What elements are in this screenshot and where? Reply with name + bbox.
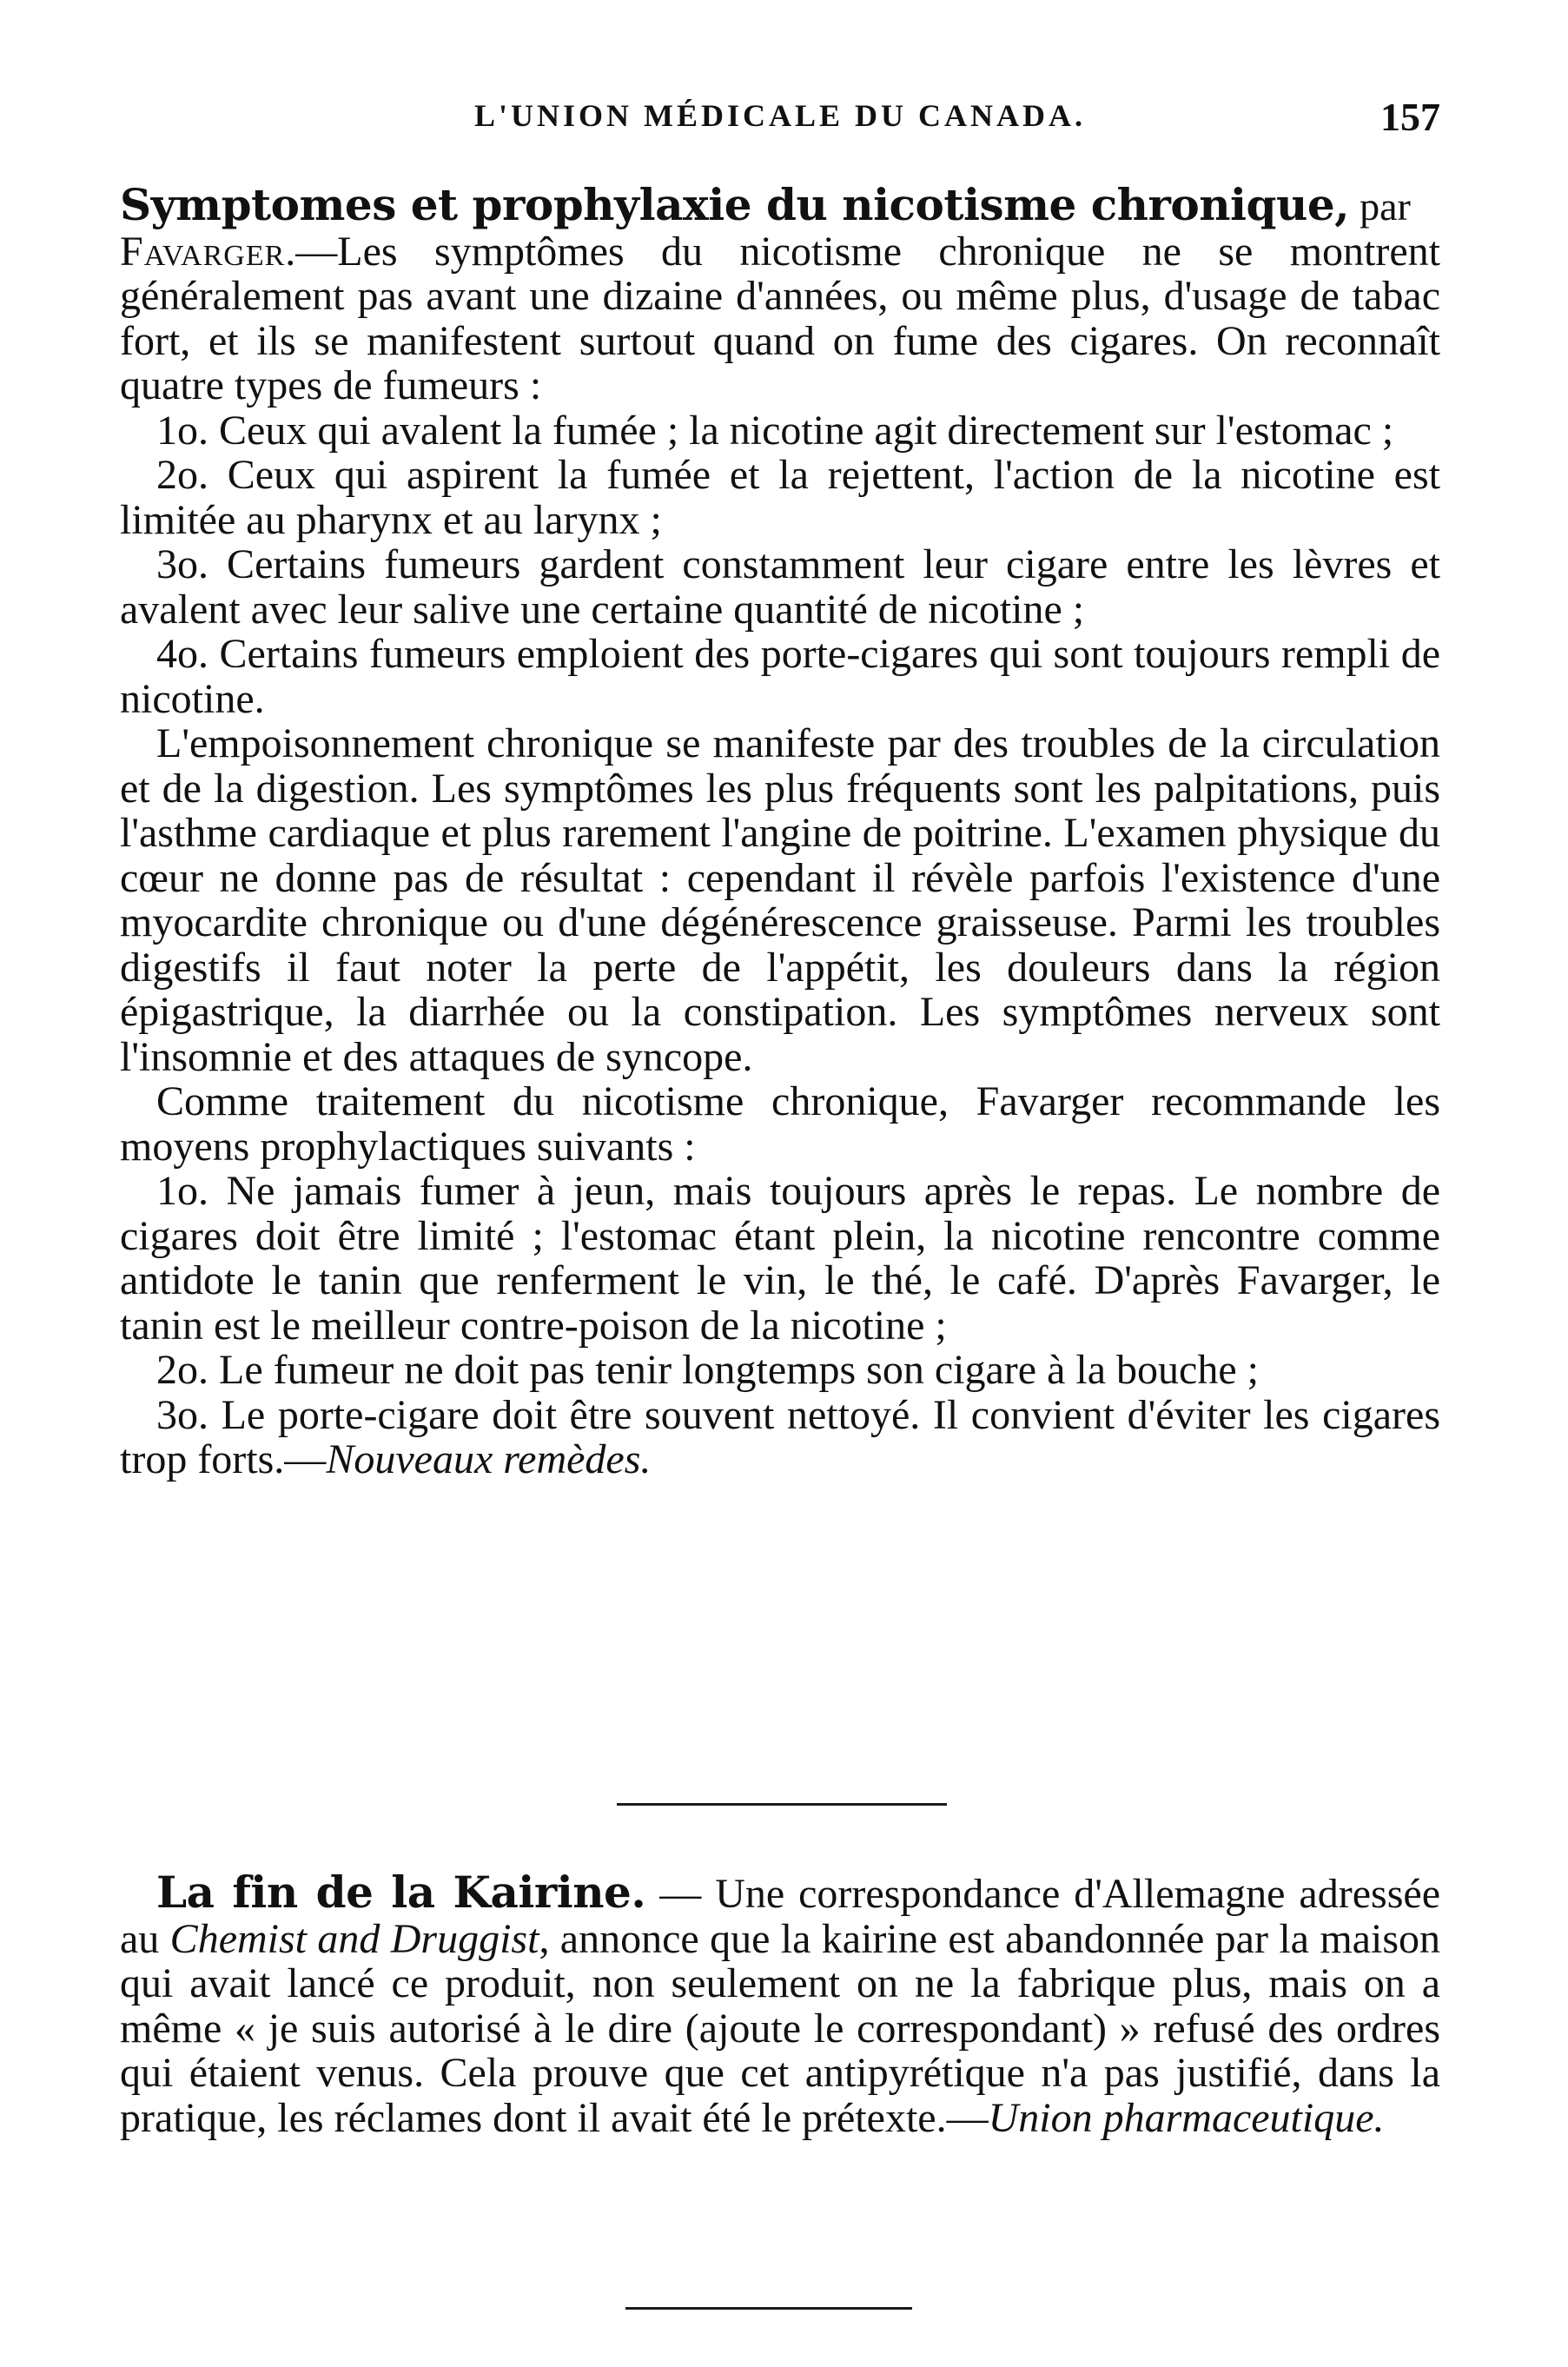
smoker-type-2: 2o. Ceux qui aspirent la fumée et la rejettent, l'action de la nicotine est limitée au pharynx et au larynx ; bbox=[120, 452, 1440, 543]
section-divider bbox=[617, 1803, 947, 1806]
symptoms-paragraph: L'empoisonnement chronique se manifeste par des troubles de la circulation et de la digestion. Les symptômes les plus fréquents sont les palpitations, puis l'asthme cardiaque et plus rarement l'angine de poitrine. L'examen physique du cœur ne donne pas de résultat : cependant il révèle parfois l'existence d'une myocardite chronique ou d'une dégénérescence graisseuse. Parmi les troubles digestifs il faut noter la perte de l'appétit, les douleurs dans la région épigastrique, la diarrhée ou la constipation. Les symptômes nerveux sont l'insomnie et des attaques de syncope. bbox=[120, 720, 1440, 1080]
article-kairine bbox=[120, 1866, 1440, 2141]
running-head bbox=[120, 97, 1440, 158]
article-nicotisme bbox=[120, 179, 1440, 1482]
article-1-intro bbox=[120, 179, 1440, 408]
measure-3 bbox=[120, 1393, 1440, 1482]
article-1-title: Symptomes et prophylaxie du nicotisme chronique, bbox=[120, 179, 1350, 230]
measure-1: 1o. Ne jamais fumer à jeun, mais toujours après le repas. Le nombre de cigares doit être limité ; l'estomac étant plein, la nicotine rencontre comme antidote le tanin que renferment le vin, le thé, le café. D'après Favarger, le tanin est le meilleur contre-poison de la nicotine ; bbox=[120, 1168, 1440, 1349]
measure-2: 2o. Le fumeur ne doit pas tenir longtemps son cigare à la bouche ; bbox=[156, 1347, 1259, 1393]
article-2-paragraph bbox=[120, 1866, 1440, 2141]
page-number: 157 bbox=[1380, 95, 1440, 139]
article-2-source: Union pharmaceutique. bbox=[988, 2094, 1385, 2141]
article-2-journal: Chemist and Druggist bbox=[169, 1915, 539, 1962]
article-2-text-1: — Une correspondance d'Allemagne adressée au bbox=[120, 1871, 1440, 1962]
journal-title: L'UNION MÉDICALE DU CANADA. bbox=[473, 98, 1087, 133]
measure-3-text: 3o. Le porte-cigare doit être souvent nettoyé. Il convient d'éviter les cigares trop forts.— bbox=[120, 1391, 1440, 1482]
end-divider bbox=[625, 2307, 912, 2310]
article-1-by: par bbox=[1360, 184, 1411, 229]
article-1-source: Nouveaux remèdes. bbox=[326, 1436, 652, 1482]
article-1-author: Favarger bbox=[120, 228, 286, 275]
smoker-type-1: 1o. Ceux qui avalent la fumée ; la nicotine agit directement sur l'estomac ; bbox=[156, 407, 1394, 454]
article-2-title: La fin de la Kairine. bbox=[156, 1866, 646, 1918]
article-1-intro-text: .—Les symptômes du nicotisme chronique ne se montrent généralement pas avant une dizaine d'années, ou même plus, d'usage de tabac fort, et ils se manifestent surtout quand on fume des cigares. On reconnaît quatre types de fumeurs : bbox=[120, 228, 1440, 408]
treatment-intro: Comme traitement du nicotisme chronique, Favarger recommande les moyens prophylactiques suivants : bbox=[120, 1078, 1440, 1170]
smoker-type-4: 4o. Certains fumeurs emploient des porte-cigares qui sont toujours rempli de nicotine. bbox=[120, 631, 1440, 722]
article-2-text-2: , annonce que la kairine est abandonnée par la maison qui avait lancé ce produit, non seulement on ne la fabrique plus, mais on a même « je suis autorisé à le dire (ajoute le correspondant) » refusé des ordres qui étaient venus. Cela prouve que cet antipyrétique n'a pas justifié, dans la pratique, les réclames dont il avait été le prétexte.— bbox=[120, 1915, 1440, 2141]
smoker-type-3: 3o. Certains fumeurs gardent constamment leur cigare entre les lèvres et avalent avec leur salive une certaine quantité de nicotine ; bbox=[120, 541, 1440, 633]
